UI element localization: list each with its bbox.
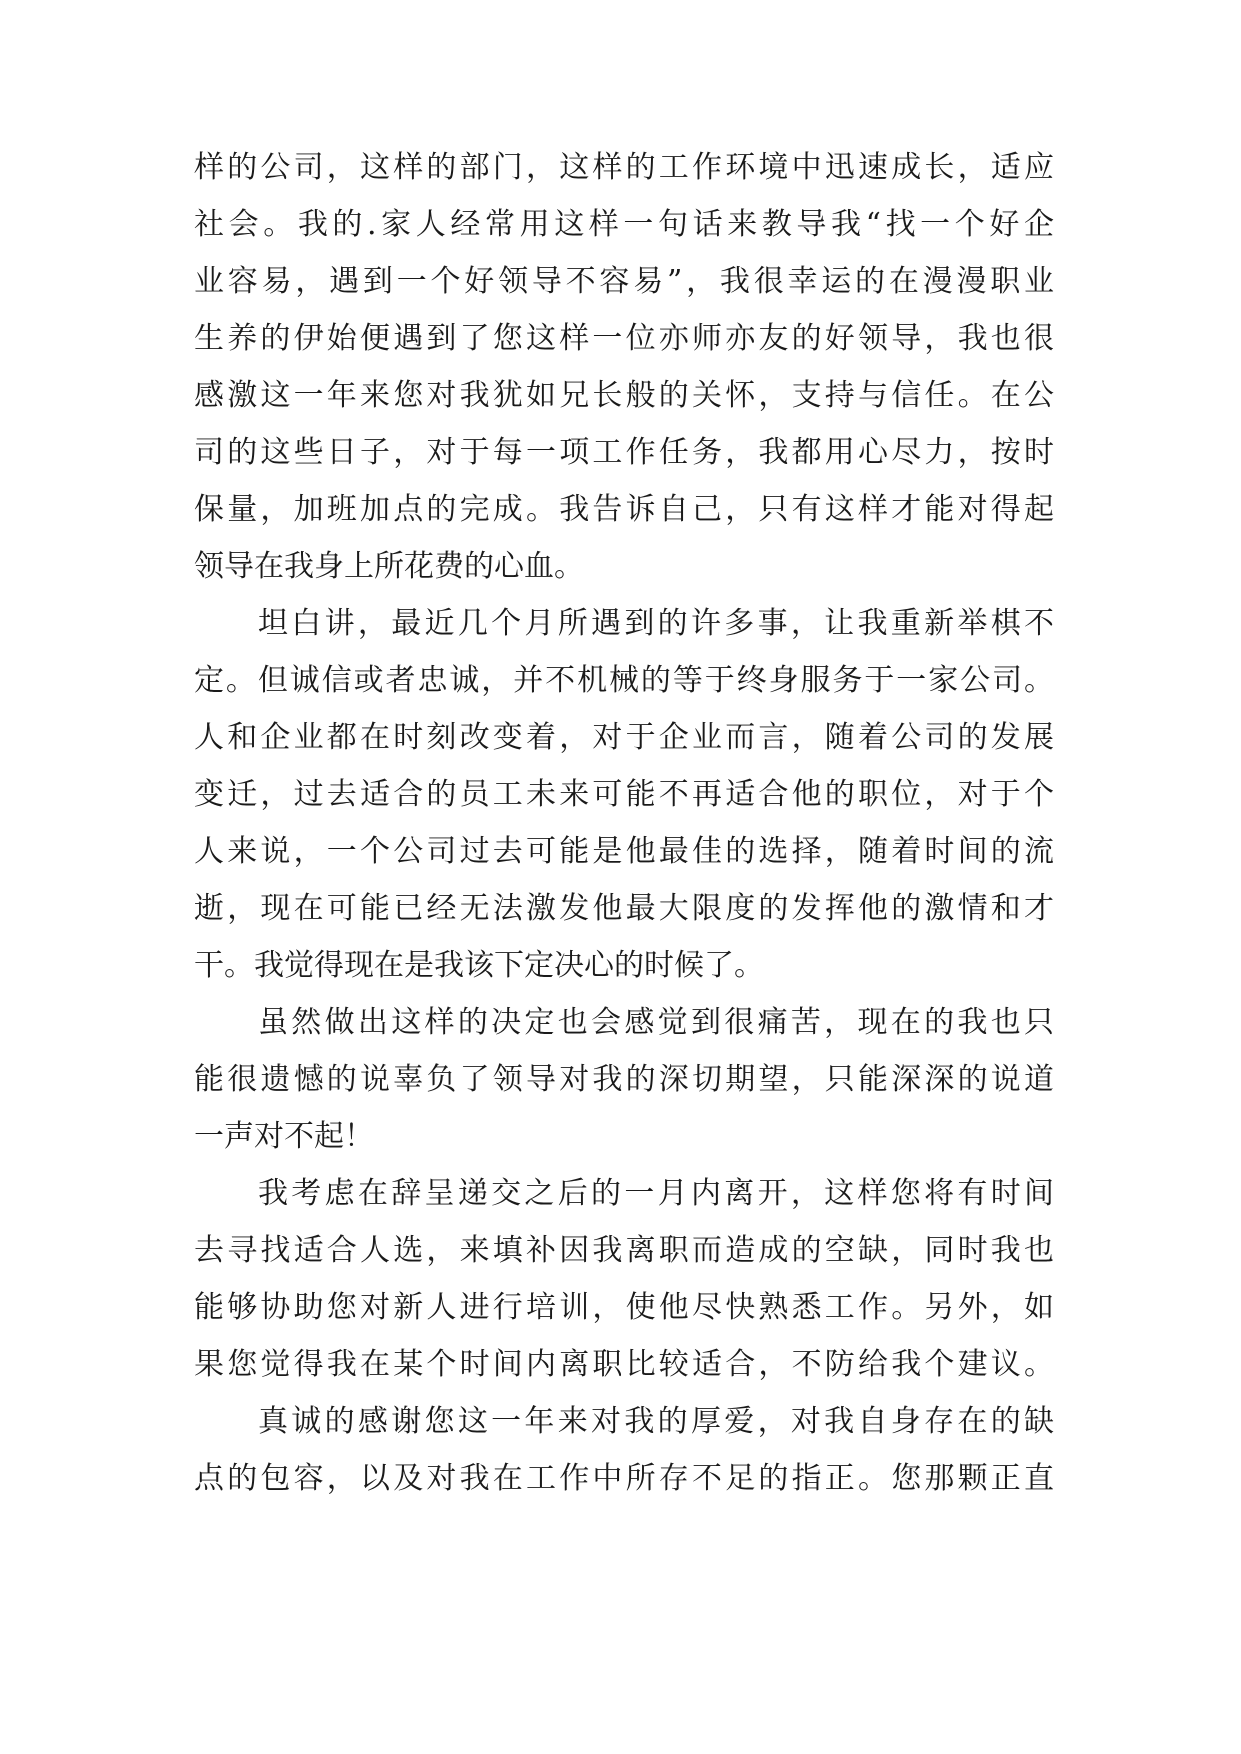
- text-line: 我考虑在辞呈递交之后的一月内离开，这样您将有时间: [258, 1176, 1054, 1211]
- text-line: 保量，加班加点的完成。我告诉自己，只有这样才能对得起: [194, 492, 1054, 527]
- text-line: 能很遗憾的说辜负了领导对我的深切期望，只能深深的说道: [194, 1062, 1054, 1097]
- text-line: 点的包容，以及对我在工作中所存不足的指正。您那颗正直: [194, 1461, 1054, 1496]
- text-line: 虽然做出这样的决定也会感觉到很痛苦，现在的我也只: [258, 1005, 1054, 1040]
- text-line: 逝，现在可能已经无法激发他最大限度的发挥他的激情和才: [194, 891, 1054, 926]
- text-line: 真诚的感谢您这一年来对我的厚爱，对我自身存在的缺: [258, 1404, 1054, 1439]
- text-line: 业容易，遇到一个好领导不容易”，我很幸运的在漫漫职业: [194, 264, 1054, 299]
- text-line: 感激这一年来您对我犹如兄长般的关怀，支持与信任。在公: [194, 378, 1054, 413]
- text-line: 坦白讲，最近几个月所遇到的许多事，让我重新举棋不: [258, 606, 1054, 641]
- text-line: 司的这些日子，对于每一项工作任务，我都用心尽力，按时: [194, 435, 1054, 470]
- text-line: 人和企业都在时刻改变着，对于企业而言，随着公司的发展: [194, 720, 1054, 755]
- text-line: 去寻找适合人选，来填补因我离职而造成的空缺，同时我也: [194, 1233, 1054, 1268]
- text-line: 干。我觉得现在是我该下定决心的时候了。: [194, 948, 764, 983]
- text-line: 果您觉得我在某个时间内离职比较适合，不防给我个建议。: [194, 1347, 1054, 1382]
- text-line: 生养的伊始便遇到了您这样一位亦师亦友的好领导，我也很: [194, 321, 1054, 356]
- text-line: 能够协助您对新人进行培训，使他尽快熟悉工作。另外，如: [194, 1290, 1054, 1325]
- text-line: 一声对不起！: [194, 1119, 374, 1154]
- text-line: 领导在我身上所花费的心血。: [194, 549, 584, 584]
- text-line: 社会。我的.家人经常用这样一句话来教导我“找一个好企: [194, 207, 1054, 242]
- text-line: 人来说，一个公司过去可能是他最佳的选择，随着时间的流: [194, 834, 1054, 869]
- text-line: 样的公司，这样的部门，这样的工作环境中迅速成长，适应: [194, 150, 1054, 185]
- text-line: 变迁，过去适合的员工未来可能不再适合他的职位，对于个: [194, 777, 1054, 812]
- text-line: 定。但诚信或者忠诚，并不机械的等于终身服务于一家公司。: [194, 663, 1054, 698]
